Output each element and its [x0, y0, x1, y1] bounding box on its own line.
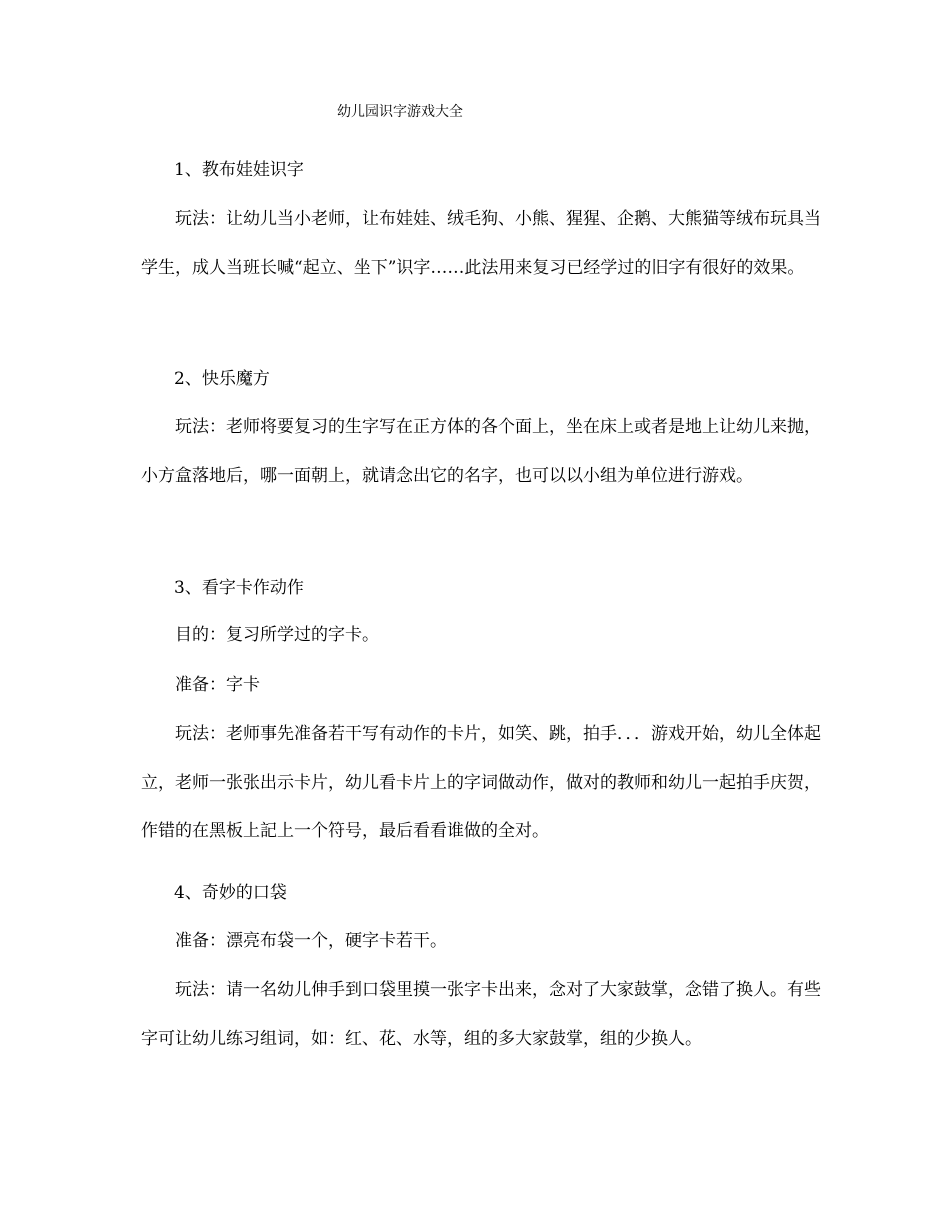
section-4-prep: 准备：漂亮布袋一个，硬字卡若干。: [175, 931, 447, 951]
document-title: 幼儿园识字游戏大全: [337, 104, 463, 120]
section-1-heading: 1、教布娃娃识字: [174, 160, 304, 180]
section-4-play: 玩法：请一名幼儿伸手到口袋里摸一张字卡出来，念对了大家鼓掌，念错了换人。有些字可让幼儿练习组词，如：红、花、水等，组的多大家鼓掌，组的少换人。: [141, 980, 821, 1049]
section-2-heading: 2、快乐魔方: [174, 369, 270, 389]
section-3-play: 玩法：老师事先准备若干写有动作的卡片，如笑、跳，拍手．．．游戏开始，幼儿全体起立，老师一张张出示卡片，幼儿看卡片上的字词做动作，做对的教师和幼儿一起拍手庆贺，作错的在黑板上記上一个符号，最后看看谁做的全对。: [141, 724, 821, 841]
section-3-heading: 3、看字卡作动作: [174, 578, 304, 598]
section-3-prep: 准备：字卡: [175, 675, 260, 695]
section-4-heading: 4、奇妙的口袋: [174, 883, 287, 903]
section-3-purpose: 目的：复习所学过的字卡。: [175, 625, 379, 645]
section-1-play: 玩法：让幼儿当小老师，让布娃娃、绒毛狗、小熊、猩猩、企鹅、大熊猫等绒布玩具当学生，成人当班长喊“起立、坐下”识字……此法用来复习已经学过的旧字有很好的效果。: [141, 209, 821, 278]
section-2-play: 玩法：老师将要复习的生字写在正方体的各个面上，坐在床上或者是地上让幼儿来抛，小方盒落地后，哪一面朝上，就请念出它的名字，也可以以小组为单位进行游戏。: [141, 417, 821, 486]
